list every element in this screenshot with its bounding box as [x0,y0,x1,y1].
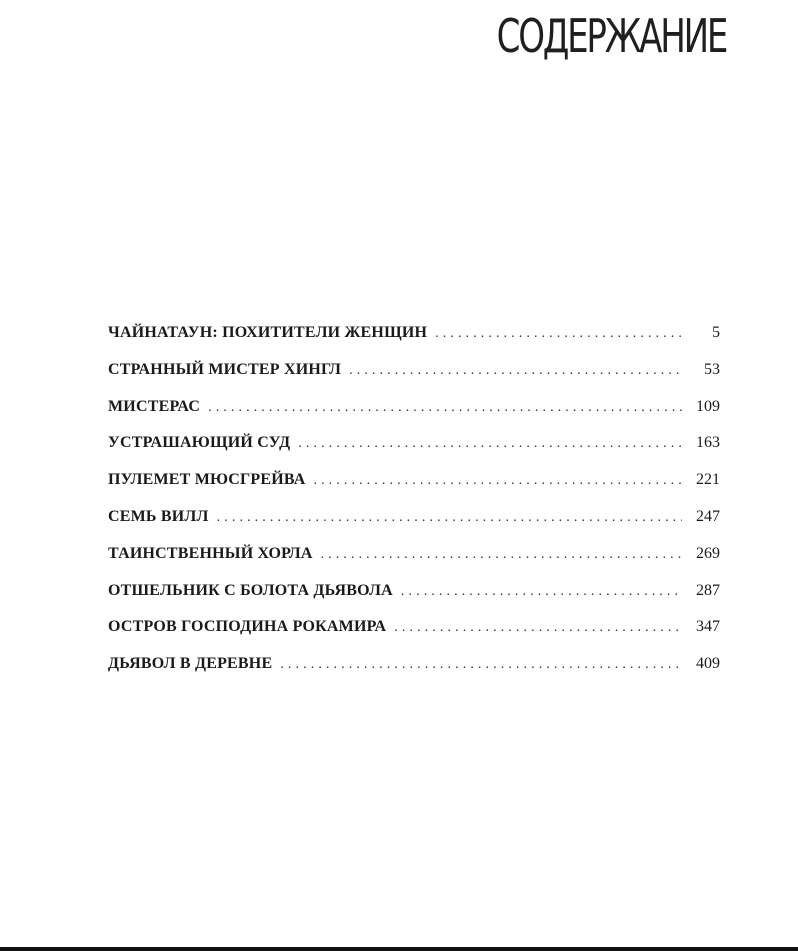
toc-entry[interactable] [108,352,720,389]
dot-leader [280,647,682,684]
toc-entry[interactable] [108,315,720,352]
toc-entry-title: ЧАЙНАТАУН: ПОХИТИТЕЛИ ЖЕНЩИН [108,324,428,341]
toc-entry[interactable] [108,646,720,683]
dot-leader [394,610,682,647]
toc-entry-title: ДЬЯВОЛ В ДЕРЕВНЕ [108,655,273,673]
toc-entry-title: УСТРАШАЮЩИЙ СУД [108,434,291,452]
toc-entry-page: 53 [704,360,720,378]
toc-entry[interactable] [108,536,720,573]
table-of-contents [108,315,720,683]
toc-entry[interactable] [108,462,720,499]
dot-leader [349,353,682,390]
toc-entry-page: 163 [696,434,720,452]
toc-entry-page: 287 [696,581,720,599]
toc-entry-title: ОТШЕЛЬНИК С БОЛОТА ДЬЯВОЛА [108,581,393,599]
dot-leader [298,426,682,463]
page-title: СОДЕРЖАНИЕ [496,9,726,63]
toc-entry[interactable] [108,389,720,426]
toc-entry-page: 5 [712,324,720,341]
dot-leader [313,463,682,500]
toc-entry[interactable] [108,425,720,462]
toc-entry-title: СЕМЬ ВИЛЛ [108,507,209,525]
toc-entry-page: 109 [696,397,720,415]
dot-leader [321,537,682,574]
toc-entry-page: 269 [696,544,720,562]
bottom-border [0,947,798,951]
toc-entry-title: МИСТЕРАС [108,397,201,415]
dot-leader [401,574,682,611]
dot-leader [217,500,682,537]
toc-entry[interactable] [108,499,720,536]
toc-entry[interactable] [108,609,720,646]
toc-entry-title: ТАИНСТВЕННЫЙ ХОРЛА [108,544,313,562]
toc-entry-page: 347 [696,618,720,636]
dot-leader [435,316,682,353]
toc-entry[interactable] [108,573,720,610]
toc-entry-page: 221 [696,471,720,489]
toc-entry-title: ОСТРОВ ГОСПОДИНА РОКАМИРА [108,618,387,636]
toc-entry-page: 247 [696,507,720,525]
toc-entry-page: 409 [696,655,720,673]
toc-entry-title: СТРАННЫЙ МИСТЕР ХИНГЛ [108,360,342,378]
toc-entry-title: ПУЛЕМЕТ МЮСГРЕЙВА [108,471,306,489]
dot-leader [208,390,682,427]
